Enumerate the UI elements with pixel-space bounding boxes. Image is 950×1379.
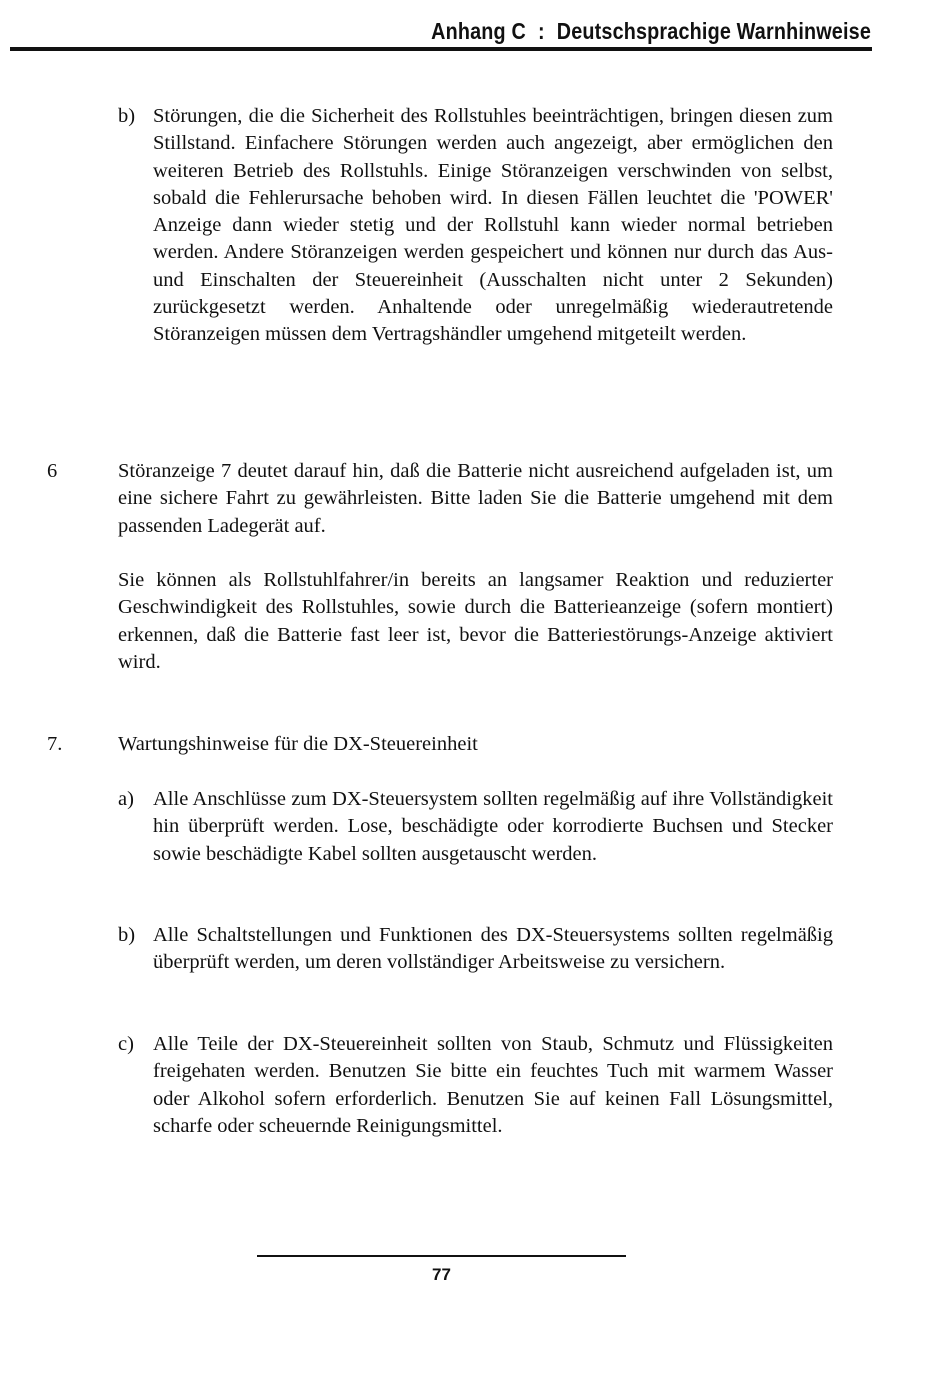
footer-rule xyxy=(257,1255,626,1257)
page-number: 77 xyxy=(432,1265,451,1284)
paragraph-switch-positions: Alle Schaltstellungen und Funktionen des DX-Steuersystems sollten regelmäßig überprüft werden, um deren vollständiger Arbeitsweise zu versichern. xyxy=(153,924,833,974)
running-header xyxy=(122,18,871,45)
item-number-6: 6 xyxy=(47,460,58,482)
header-rule xyxy=(10,47,872,51)
list-label-b: b) xyxy=(118,105,136,127)
list-label-c: c) xyxy=(118,1033,134,1055)
paragraph-cleaning: Alle Teile der DX-Steuereinheit sollten von Staub, Schmutz und Flüssigkeiten freigehaten werden. Benutzen Sie bitte ein feuchtes Tuch mit warmem Wasser oder Alkohol sofern erforderlich. Benutzen Sie auf keinen Fall Lösungsmittel, scharfe oder scheuernde Reinigungsmittel. xyxy=(153,1033,833,1137)
list-label-a: a) xyxy=(118,788,134,810)
paragraph-connections: Alle Anschlüsse zum DX-Steuersystem sollten regelmäßig auf ihre Vollständigkeit hin überprüft werden. Lose, beschädigte oder korrodierte Buchsen und Stecker sowie beschädigte Kabel sollten ausgetauscht werden. xyxy=(153,788,833,865)
paragraph-battery-symptoms: Sie können als Rollstuhlfahrer/in bereits an langsamer Reaktion und reduzierter Geschwindigkeit des Rollstuhles, sowie durch die Batterieanzeige (sofern montiert) erkennen, daß die Batterie fast leer ist, bevor die Batteriestörungs-Anzeige aktiviert wird. xyxy=(118,569,833,673)
section-heading-maintenance: Wartungshinweise für die DX-Steuereinheit xyxy=(118,733,478,755)
paragraph-fault-indicators: Störungen, die die Sicherheit des Rollstuhles beeinträchtigen, bringen diesen zum Stillstand. Einfachere Störungen werden auch angezeigt, aber ermöglichen den weiteren Betrieb des Rollstuhls. Einige Störanzeigen verschwinden von selbst, sobald die Fehlerursache behoben wird. In diesen Fällen leuchtet die 'POWER' Anzeige dann wieder stetig und der Rollstuhl kann wieder normal betrieben werden. Andere Störanzeigen werden gespeichert und können nur durch das Aus- und Einschalten der Steuereinheit (Ausschalten nicht unter 2 Sekunden) zurückgesetzt werden. Anhaltende oder unregelmäßig wiederautretende Störanzeigen müssen dem Vertragshändler umgehend mitgeteilt werden. xyxy=(153,105,833,346)
list-label-b-maintenance: b) xyxy=(118,924,136,946)
header-section: Anhang C xyxy=(431,18,526,44)
header-separator: : xyxy=(537,18,545,44)
item-number-7: 7. xyxy=(47,733,63,755)
header-title: Deutschsprachige Warnhinweise xyxy=(556,18,871,44)
paragraph-battery-warning: Störanzeige 7 deutet darauf hin, daß die Batterie nicht ausreichend aufgeladen ist, um eine sichere Fahrt zu gewährleisten. Bitte laden Sie die Batterie umgehend mit dem passenden Ladegerät auf. xyxy=(118,460,833,537)
